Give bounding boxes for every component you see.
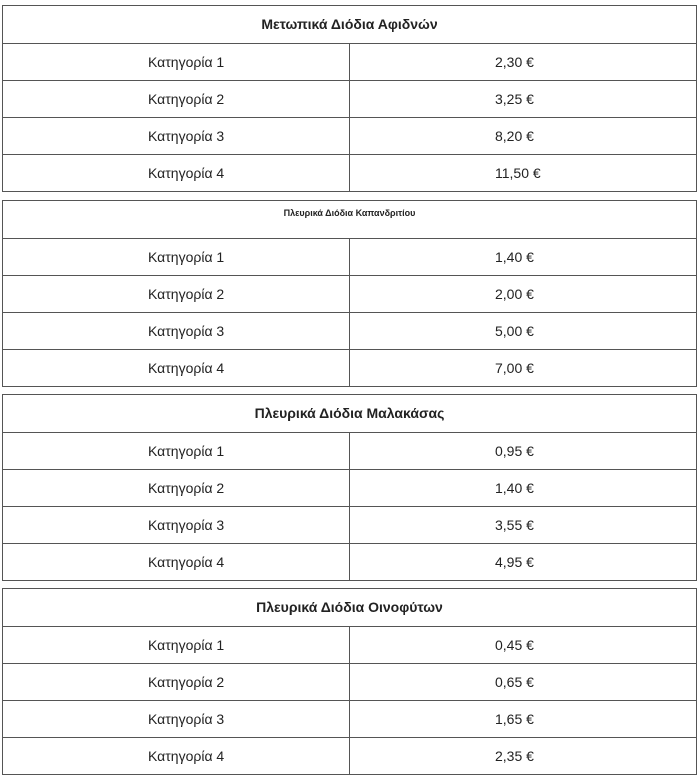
table-row	[3, 44, 697, 81]
price-cell: 8,20 €	[350, 118, 697, 155]
toll-table-afidnes	[2, 5, 697, 192]
price-cell: 11,50 €	[350, 155, 697, 192]
table-row	[3, 701, 697, 738]
category-cell: Κατηγορία 4	[3, 738, 350, 775]
table-header-row	[3, 6, 697, 44]
table-row	[3, 627, 697, 664]
table-row	[3, 118, 697, 155]
table-row	[3, 507, 697, 544]
price-cell: 2,00 €	[350, 276, 697, 313]
category-cell: Κατηγορία 3	[3, 701, 350, 738]
table-row	[3, 433, 697, 470]
table-title: Πλευρικά Διόδια Οινοφύτων	[3, 589, 697, 627]
category-cell: Κατηγορία 4	[3, 544, 350, 581]
table-row	[3, 81, 697, 118]
table-row	[3, 544, 697, 581]
price-cell: 2,35 €	[350, 738, 697, 775]
table-row	[3, 155, 697, 192]
price-cell: 0,65 €	[350, 664, 697, 701]
category-cell: Κατηγορία 4	[3, 350, 350, 387]
price-cell: 0,95 €	[350, 433, 697, 470]
category-cell: Κατηγορία 1	[3, 239, 350, 276]
table-row	[3, 313, 697, 350]
table-row	[3, 276, 697, 313]
table-title: Πλευρικά Διόδια Καπανδριτίου	[3, 201, 697, 239]
table-title: Πλευρικά Διόδια Μαλακάσας	[3, 395, 697, 433]
category-cell: Κατηγορία 3	[3, 313, 350, 350]
table-header-row	[3, 589, 697, 627]
table-row	[3, 239, 697, 276]
table-row	[3, 664, 697, 701]
table-row	[3, 470, 697, 507]
table-title: Μετωπικά Διόδια Αφιδνών	[3, 6, 697, 44]
price-cell: 3,55 €	[350, 507, 697, 544]
table-row	[3, 350, 697, 387]
price-cell: 0,45 €	[350, 627, 697, 664]
category-cell: Κατηγορία 3	[3, 118, 350, 155]
price-cell: 5,00 €	[350, 313, 697, 350]
toll-table-kapandriti	[2, 200, 697, 387]
toll-table-malakasa	[2, 394, 697, 581]
price-cell: 7,00 €	[350, 350, 697, 387]
category-cell: Κατηγορία 2	[3, 470, 350, 507]
category-cell: Κατηγορία 2	[3, 276, 350, 313]
price-cell: 1,40 €	[350, 470, 697, 507]
category-cell: Κατηγορία 3	[3, 507, 350, 544]
table-row	[3, 738, 697, 775]
category-cell: Κατηγορία 4	[3, 155, 350, 192]
table-header-row	[3, 201, 697, 239]
category-cell: Κατηγορία 1	[3, 433, 350, 470]
category-cell: Κατηγορία 2	[3, 81, 350, 118]
price-cell: 4,95 €	[350, 544, 697, 581]
toll-table-oinofyta	[2, 588, 697, 775]
table-header-row	[3, 395, 697, 433]
category-cell: Κατηγορία 1	[3, 627, 350, 664]
category-cell: Κατηγορία 2	[3, 664, 350, 701]
category-cell: Κατηγορία 1	[3, 44, 350, 81]
price-cell: 2,30 €	[350, 44, 697, 81]
price-cell: 1,65 €	[350, 701, 697, 738]
price-cell: 1,40 €	[350, 239, 697, 276]
price-cell: 3,25 €	[350, 81, 697, 118]
